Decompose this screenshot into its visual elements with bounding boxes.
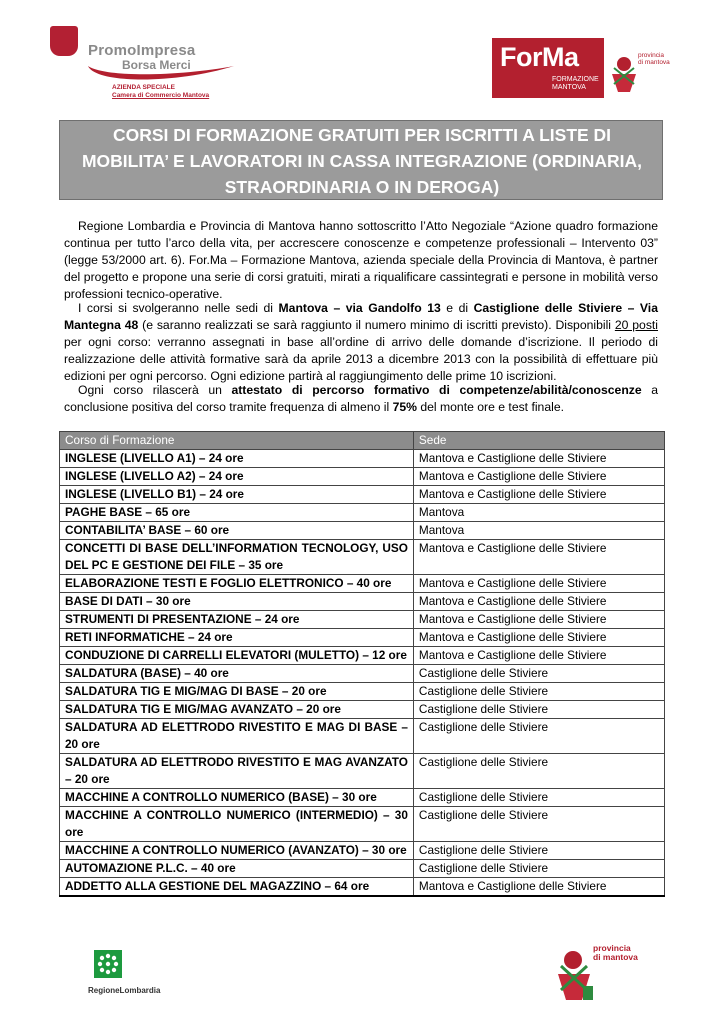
course-name: ELABORAZIONE TESTI E FOGLIO ELETTRONICO – 40 ore (60, 575, 414, 593)
course-site: Castiglione delle Stiviere (413, 807, 664, 842)
table-row (60, 789, 665, 807)
course-site: Castiglione delle Stiviere (413, 789, 664, 807)
table-row (60, 701, 665, 719)
provincia-text: provincia di mantova (638, 52, 670, 66)
table-row (60, 754, 665, 789)
course-site: Mantova e Castiglione delle Stiviere (413, 629, 664, 647)
regione-text: RegioneLombardia (88, 986, 161, 995)
courses-table (59, 431, 665, 897)
course-site: Mantova e Castiglione delle Stiviere (413, 468, 664, 486)
course-site: Mantova e Castiglione delle Stiviere (413, 611, 664, 629)
course-site: Mantova (413, 522, 664, 540)
table-row (60, 719, 665, 754)
course-site: Castiglione delle Stiviere (413, 719, 664, 754)
course-site: Castiglione delle Stiviere (413, 754, 664, 789)
provincia-emblem-icon (555, 948, 595, 1004)
course-site: Mantova e Castiglione delle Stiviere (413, 575, 664, 593)
course-name: STRUMENTI DI PRESENTAZIONE – 24 ore (60, 611, 414, 629)
title-box (59, 120, 663, 200)
table-row (60, 665, 665, 683)
forma-sub2: MANTOVA (552, 84, 586, 91)
course-site: Mantova e Castiglione delle Stiviere (413, 593, 664, 611)
rosa-camuna-icon (94, 950, 122, 978)
course-name: CONCETTI DI BASE DELL’INFORMATION TECNOLOGY, USO DEL PC E GESTIONE DEI FILE – 35 ore (60, 540, 414, 575)
table-row (60, 842, 665, 860)
course-site: Castiglione delle Stiviere (413, 683, 664, 701)
course-name: INGLESE (LIVELLO A1) – 24 ore (60, 450, 414, 468)
course-site: Mantova e Castiglione delle Stiviere (413, 540, 664, 575)
promo-sub: Borsa Merci (122, 58, 191, 72)
table-row (60, 629, 665, 647)
provincia-logo (610, 52, 670, 102)
table-row (60, 468, 665, 486)
course-name: SALDATURA AD ELETTRODO RIVESTITO E MAG AVANZATO – 20 ore (60, 754, 414, 789)
course-name: INGLESE (LIVELLO B1) – 24 ore (60, 486, 414, 504)
course-name: CONDUZIONE DI CARRELLI ELEVATORI (MULETTO) – 12 ore (60, 647, 414, 665)
location-paragraph: I corsi si svolgeranno nelle sedi di Mantova – via Gandolfo 13 e di Castiglione delle Stiviere – Via Mantegna 48 (e saranno realizzati se sarà raggiunto il numero minimo di iscritti previsto). Disponibili 20 posti per ogni corso: verranno assegnati in base all’ordine di arrivo delle domande d’iscrizione. Il periodo di realizzazione delle attività formative sarà da aprile 2013 a dicembre 2013 con la possibilità di effettuare più edizioni per ogni percorso. Ogni edizione partirà al raggiungimento delle prime 10 iscrizioni. (64, 301, 659, 383)
table-row (60, 575, 665, 593)
course-site: Mantova e Castiglione delle Stiviere (413, 878, 664, 897)
table-row (60, 504, 665, 522)
agency-line2: Camera di Commercio Mantova (112, 92, 210, 99)
footer-provincia-logo (555, 944, 645, 1006)
promoimpresa-logo (50, 26, 250, 106)
col-site-header: Sede (413, 432, 664, 450)
course-name: CONTABILITA’ BASE – 60 ore (60, 522, 414, 540)
course-name: SALDATURA TIG E MIG/MAG AVANZATO – 20 ore (60, 701, 414, 719)
table-row (60, 611, 665, 629)
course-name: MACCHINE A CONTROLLO NUMERICO (AVANZATO) – 30 ore (60, 842, 414, 860)
forma-sub1: FORMAZIONE (552, 76, 599, 83)
table-row (60, 683, 665, 701)
agency-line1: AZIENDA SPECIALE (112, 84, 175, 91)
course-site: Castiglione delle Stiviere (413, 842, 664, 860)
course-site: Mantova (413, 504, 664, 522)
table-row (60, 807, 665, 842)
table-row (60, 860, 665, 878)
intro-paragraph: Regione Lombardia e Provincia di Mantova hanno sottoscritto l’Atto Negoziale “Azione quadro formazione continua per tutto l’arco della vita, per accrescere conoscenze e competenze professionali – Intervento 03” (legge 53/2000 art. 6). For.Ma – Formazione Mantova, azienda speciale della Provincia di Mantova, è partner del progetto e propone una serie di corsi gratuiti, mirati a riqualificare cassintegrati e persone in mobilità verso professioni tecnico-operative. (64, 219, 658, 301)
course-name: SALDATURA (BASE) – 40 ore (60, 665, 414, 683)
forma-logo (492, 38, 604, 98)
course-name: RETI INFORMATICHE – 24 ore (60, 629, 414, 647)
provincia-emblem-icon (610, 54, 638, 94)
page-title: CORSI DI FORMAZIONE GRATUITI PER ISCRITTI A LISTE DI MOBILITA’ E LAVORATORI IN CASSA INTEGRAZIONE (ORDINARIA, STRAORDINARIA O IN DEROGA) (81, 125, 642, 197)
course-name: PAGHE BASE – 65 ore (60, 504, 414, 522)
course-name: ADDETTO ALLA GESTIONE DEL MAGAZZINO – 64 ore (60, 878, 414, 897)
course-site: Mantova e Castiglione delle Stiviere (413, 647, 664, 665)
course-site: Castiglione delle Stiviere (413, 701, 664, 719)
table-header (60, 432, 665, 450)
course-name: BASE DI DATI – 30 ore (60, 593, 414, 611)
course-name: INGLESE (LIVELLO A2) – 24 ore (60, 468, 414, 486)
table-row (60, 647, 665, 665)
table-row (60, 593, 665, 611)
course-name: MACCHINE A CONTROLLO NUMERICO (INTERMEDIO) – 30 ore (60, 807, 414, 842)
forma-text: ForMa (500, 42, 579, 72)
certificate-paragraph: Ogni corso rilascerà un attestato di percorso formativo di competenze/abilità/conoscenze a conclusione positiva del corso tramite frequenza di almeno il 75% del monte ore e test finale. (64, 383, 658, 414)
course-name: MACCHINE A CONTROLLO NUMERICO (BASE) – 30 ore (60, 789, 414, 807)
course-name: AUTOMAZIONE P.L.C. – 40 ore (60, 860, 414, 878)
course-site: Castiglione delle Stiviere (413, 860, 664, 878)
course-name: SALDATURA AD ELETTRODO RIVESTITO E MAG DI BASE – 20 ore (60, 719, 414, 754)
regione-lombardia-logo (88, 950, 161, 1000)
table-row (60, 450, 665, 468)
course-site: Castiglione delle Stiviere (413, 665, 664, 683)
course-site: Mantova e Castiglione delle Stiviere (413, 486, 664, 504)
promo-name: PromoImpresa (88, 42, 196, 59)
footer-provincia-text: provincia di mantova (593, 943, 638, 962)
swoosh-icon (86, 62, 236, 84)
regione-box (94, 950, 122, 978)
mantova-crest-icon (50, 26, 78, 56)
course-site: Mantova e Castiglione delle Stiviere (413, 450, 664, 468)
table-row (60, 522, 665, 540)
table-row (60, 878, 665, 897)
course-name: SALDATURA TIG E MIG/MAG DI BASE – 20 ore (60, 683, 414, 701)
table-row (60, 540, 665, 575)
col-course-header: Corso di Formazione (60, 432, 414, 450)
table-row (60, 486, 665, 504)
